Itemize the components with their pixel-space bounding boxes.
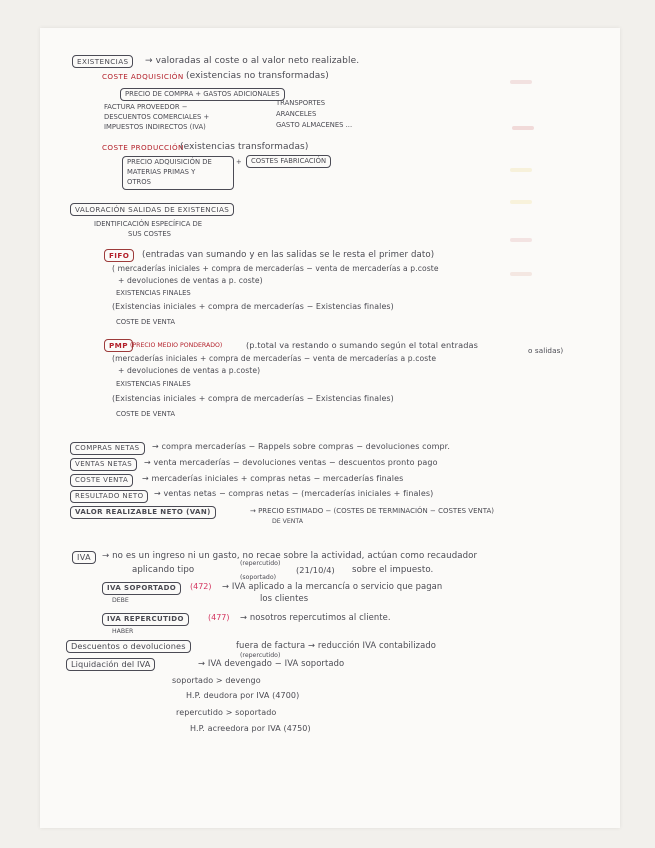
liquidacion-line-3: repercutido > soportado bbox=[176, 708, 277, 717]
gastos-line-1: TRANSPORTES bbox=[276, 99, 326, 107]
gastos-line-2: ARANCELES bbox=[276, 110, 317, 118]
margin-mark bbox=[510, 238, 532, 242]
coste-produccion-paren: (existencias transformadas) bbox=[180, 142, 309, 152]
liquidacion-line-1: soportado > devengo bbox=[172, 676, 261, 685]
iva-desc-2-a: aplicando tipo bbox=[132, 565, 195, 575]
ventas-netas-desc: → venta mercaderías − devoluciones ventas − descuentos pronto pago bbox=[144, 458, 438, 467]
prod-line-3: OTROS bbox=[127, 178, 151, 186]
pmp-line-1: (mercaderías iniciales + compra de mercaderías − venta de mercaderías a p.coste bbox=[112, 354, 437, 363]
gastos-line-3: GASTO ALMACENES ... bbox=[276, 121, 353, 129]
coste-produccion-title: COSTE PRODUCCIÓN bbox=[102, 143, 184, 152]
prod-line-2: MATERIAS PRIMAS Y bbox=[127, 168, 196, 176]
iva-soportado-label: IVA SOPORTADO bbox=[102, 582, 181, 595]
resultado-neto-desc: → ventas netas − compras netas − (mercaderías iniciales + finales) bbox=[154, 489, 434, 498]
liquidacion-desc: → IVA devengado − IVA soportado bbox=[198, 658, 345, 668]
liquidacion-label: Liquidación del IVA bbox=[66, 658, 155, 671]
pmp-line-4: (Existencias iniciales + compra de mercaderías − Existencias finales) bbox=[112, 394, 394, 403]
iva-soportado-desc-2: los clientes bbox=[260, 593, 309, 603]
fifo-label: FIFO bbox=[104, 249, 134, 262]
iva-soportado-sub: DEBE bbox=[112, 597, 129, 604]
iva-desc-2-b: (21/10/4) bbox=[296, 565, 335, 575]
notebook-page bbox=[40, 28, 620, 828]
iva-desc-2-over-2: (soportado) bbox=[240, 574, 277, 581]
compras-netas-label: COMPRAS NETAS bbox=[70, 442, 145, 455]
iva-repercutido-code: (477) bbox=[208, 613, 230, 622]
iva-repercutido-desc: → nosotros repercutimos al cliente. bbox=[240, 612, 391, 622]
pmp-desc: (p.total va restando o sumando según el total entradas bbox=[246, 340, 478, 350]
pmp-line-3: EXISTENCIAS FINALES bbox=[116, 380, 191, 388]
prod-line-1: PRECIO ADQUISICIÓN DE bbox=[127, 158, 212, 166]
pmp-desc-2: o salidas) bbox=[528, 346, 564, 355]
descuentos-label: Descuentos o devoluciones bbox=[66, 640, 191, 653]
margin-mark bbox=[512, 126, 534, 130]
valor-realizable-neto-label: VALOR REALIZABLE NETO (VAN) bbox=[70, 506, 216, 519]
iva-soportado-code: (472) bbox=[190, 582, 212, 591]
compras-netas-desc: → compra mercaderías − Rappels sobre compras − devoluciones compr. bbox=[152, 442, 450, 451]
coste-adquisicion-title: COSTE ADQUISICIÓN bbox=[102, 72, 184, 81]
factura-line-2: DESCUENTOS COMERCIALES + bbox=[104, 113, 210, 121]
margin-mark bbox=[510, 168, 532, 172]
identificacion-line-2: SUS COSTES bbox=[128, 230, 171, 238]
fifo-line-1: ( mercaderías iniciales + compra de mercaderías − venta de mercaderías a p.coste bbox=[112, 264, 439, 273]
iva-repercutido-label: IVA REPERCUTIDO bbox=[102, 613, 189, 626]
iva-label: IVA bbox=[72, 551, 96, 564]
precio-compra-box: PRECIO DE COMPRA + GASTOS ADICIONALES bbox=[120, 88, 285, 101]
margin-mark bbox=[510, 200, 532, 204]
iva-desc-2-c: sobre el impuesto. bbox=[352, 565, 434, 575]
coste-adquisicion-paren: (existencias no transformadas) bbox=[186, 71, 329, 81]
ventas-netas-label: VENTAS NETAS bbox=[70, 458, 137, 471]
descuentos-desc: fuera de factura → reducción IVA contabilizado bbox=[236, 640, 437, 650]
fifo-line-2: + devoluciones de ventas a p. coste) bbox=[118, 276, 263, 285]
fifo-desc: (entradas van sumando y en las salidas se le resta el primer dato) bbox=[142, 250, 435, 260]
existencias-desc: → valoradas al coste o al valor neto realizable. bbox=[145, 56, 360, 66]
valor-realizable-neto-desc: → PRECIO ESTIMADO − (COSTES DE TERMINACIÓN − COSTES VENTA) bbox=[250, 507, 495, 515]
iva-soportado-desc-1: → IVA aplicado a la mercancía o servicio que pagan bbox=[222, 581, 443, 591]
resultado-neto-label: RESULTADO NETO bbox=[70, 490, 148, 503]
pmp-line-2: + devoluciones de ventas a p.coste) bbox=[118, 366, 261, 375]
fifo-line-3: EXISTENCIAS FINALES bbox=[116, 289, 191, 297]
coste-venta-label: COSTE VENTA bbox=[70, 474, 133, 487]
pmp-line-5: COSTE DE VENTA bbox=[116, 410, 176, 418]
prod-plus: + bbox=[236, 158, 242, 166]
pmp-sub: (PRECIO MEDIO PONDERADO) bbox=[130, 342, 223, 349]
costes-fabricacion-box: COSTES FABRICACIÓN bbox=[246, 155, 331, 168]
margin-mark bbox=[510, 80, 532, 84]
valor-realizable-neto-sub: DE VENTA bbox=[272, 518, 303, 525]
identificacion-line-1: IDENTIFICACIÓN ESPECÍFICA DE bbox=[94, 220, 203, 228]
factura-line-3: IMPUESTOS INDIRECTOS (IVA) bbox=[104, 123, 206, 131]
margin-mark bbox=[510, 272, 532, 276]
liquidacion-over: (repercutido) bbox=[240, 652, 281, 659]
iva-repercutido-sub: HABER bbox=[112, 628, 134, 635]
fifo-line-5: COSTE DE VENTA bbox=[116, 318, 176, 326]
existencias-title: EXISTENCIAS bbox=[72, 55, 133, 68]
factura-line-1: FACTURA PROVEEDOR − bbox=[104, 103, 188, 111]
liquidacion-line-2: H.P. deudora por IVA (4700) bbox=[186, 691, 300, 700]
iva-desc-2-over: (repercutido) bbox=[240, 560, 281, 567]
fifo-line-4: (Existencias iniciales + compra de mercaderías − Existencias finales) bbox=[112, 302, 394, 311]
coste-venta-desc: → mercaderías iniciales + compras netas − mercaderías finales bbox=[142, 474, 404, 483]
valoracion-title: VALORACIÓN SALIDAS DE EXISTENCIAS bbox=[70, 203, 234, 216]
iva-desc-1: → no es un ingreso ni un gasto, no recae sobre la actividad, actúan como recaudador bbox=[102, 551, 478, 561]
pmp-label: PMP bbox=[104, 339, 133, 352]
liquidacion-line-4: H.P. acreedora por IVA (4750) bbox=[190, 724, 311, 733]
